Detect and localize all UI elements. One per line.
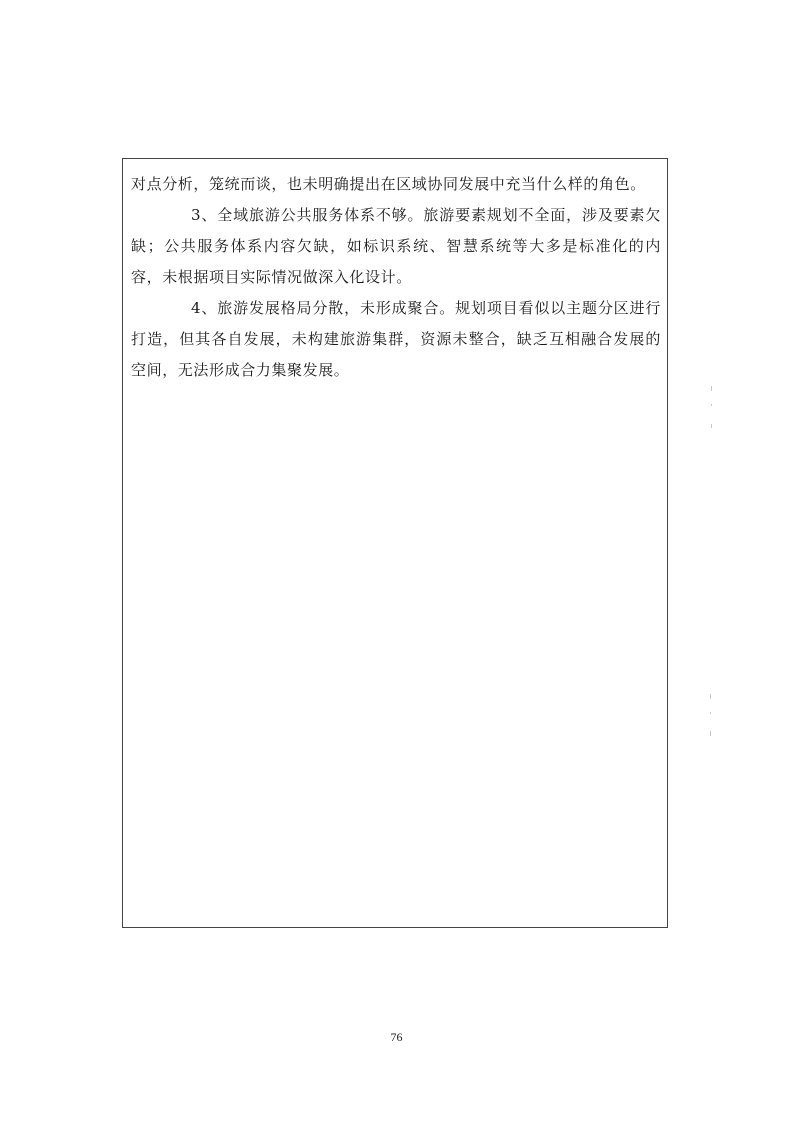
- scan-speck: [711, 404, 712, 406]
- scan-speck: [711, 424, 712, 428]
- paragraph-item-3: 3、全域旅游公共服务体系不够。旅游要素规划不全面，涉及要素欠缺；公共服务体系内容欠缺，如标识系统、智慧系统等大多是标准化的内容，未根据项目实际情况做深入化设计。: [131, 206, 661, 286]
- paragraph-item-4: 4、旅游发展格局分散，未形成聚合。规划项目看似以主题分区进行打造，但其各自发展，未构建旅游集群，资源未整合，缺乏互相融合发展的空间，无法形成合力集聚发展。: [131, 299, 661, 379]
- table-cell-frame: [122, 158, 668, 928]
- scan-speck: [711, 386, 712, 391]
- scan-speck: [710, 712, 711, 714]
- scan-speck: [710, 694, 711, 699]
- paragraph-continuation: 对点分析，笼统而谈，也未明确提出在区域协同发展中充当什么样的角色。: [131, 175, 646, 193]
- scan-speck: [710, 731, 711, 736]
- cell-content: [131, 169, 661, 386]
- page-number: 76: [390, 1030, 403, 1044]
